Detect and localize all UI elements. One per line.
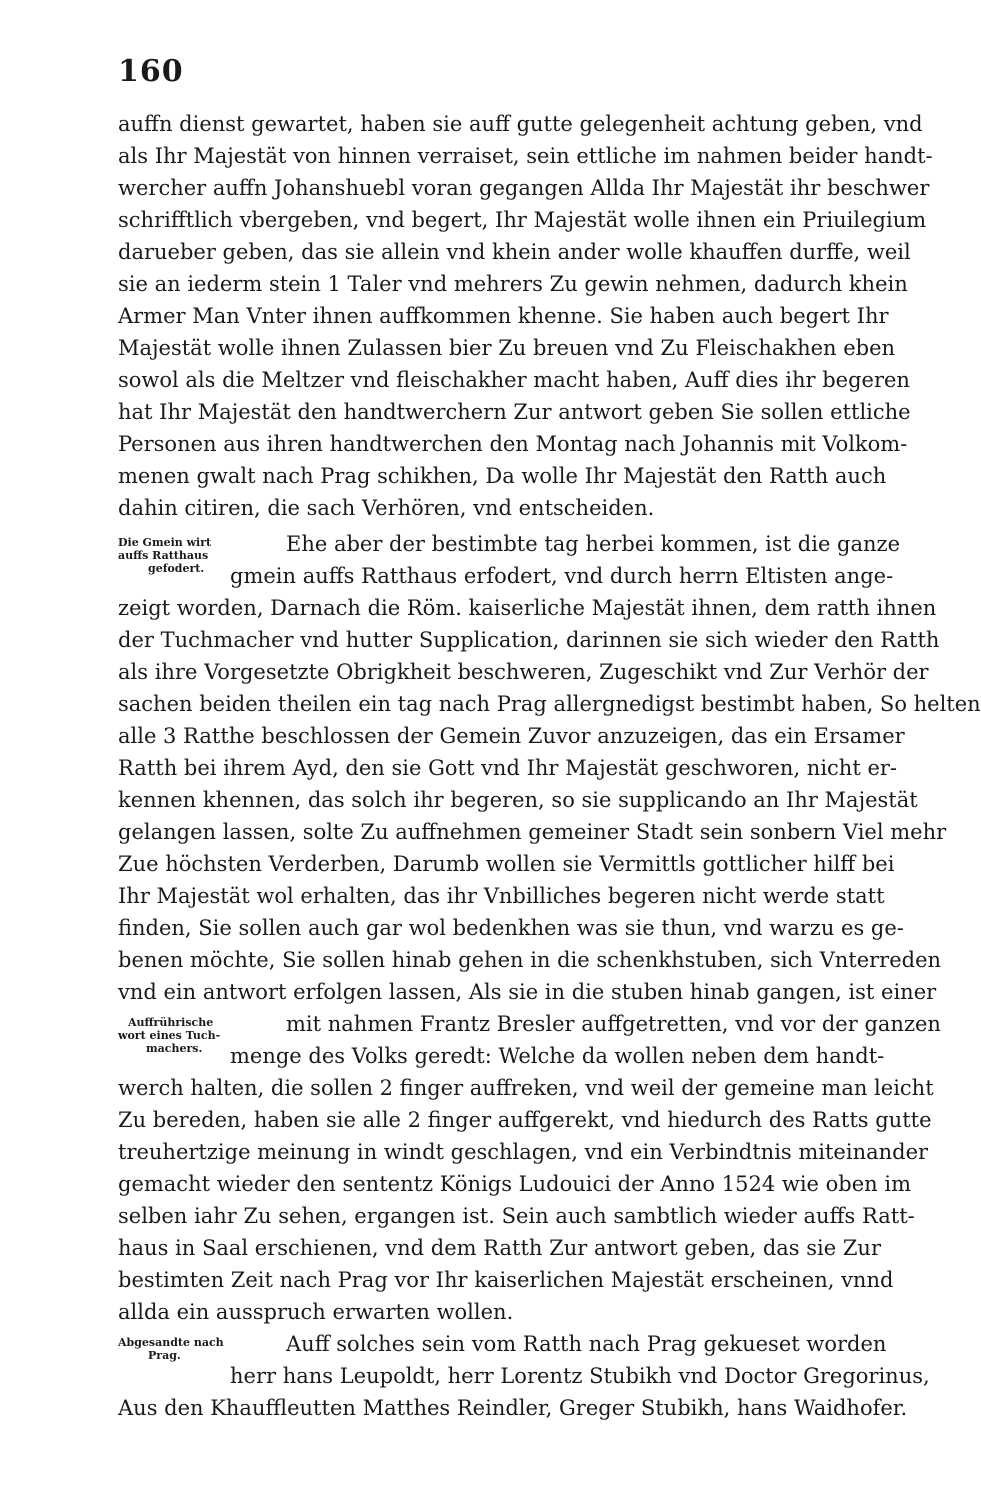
text-line: gemacht wieder den sententz Königs Ludouici der Anno 1524 wie oben im [118,1172,912,1196]
text-line: Zue höchsten Verderben, Darumb wollen sie Vermittls gottlicher hilff bei [118,852,895,876]
text-line: selben iahr Zu sehen, ergangen ist. Sein auch sambtlich wieder auffs Ratt- [118,1204,915,1228]
text-line: herr hans Leupoldt, herr Lorentz Stubikh vnd Doctor Gregorinus, [230,1364,930,1388]
paragraph-4-intro [118,1328,930,1392]
text-line: vnd ein antwort erfolgen lassen, Als sie in die stuben hinab gangen, ist einer [118,980,937,1004]
text-line: haus in Saal erschienen, vnd dem Ratth Zur antwort geben, das sie Zur [118,1236,881,1260]
text-line: bestimten Zeit nach Prag vor Ihr kaiserlichen Majestät erscheinen, vnnd [118,1268,894,1292]
text-line: allda ein ausspruch erwarten wollen. [118,1300,514,1324]
text-line: alle 3 Ratthe beschlossen der Gemein Zuvor anzuzeigen, das ein Ersamer [118,724,905,748]
text-line: als Ihr Majestät von hinnen verraiset, sein ettliche im nahmen beider handt- [118,144,933,168]
text-line: kennen khennen, das solch ihr begeren, so sie supplicando an Ihr Majestät [118,788,918,812]
text-line: Ihr Majestät wol erhalten, das ihr Vnbilliches begeren nicht werde statt [118,884,885,908]
text-line: Armer Man Vnter ihnen auffkommen khenne. Sie haben auch begert Ihr [118,304,889,328]
paragraph-3-intro [118,1008,941,1072]
text-line: finden, Sie sollen auch gar wol bedenkhen was sie thun, vnd warzu es ge- [118,916,904,940]
text-line: menen gwalt nach Prag schikhen, Da wolle Ihr Majestät den Ratth auch [118,464,887,488]
text-line: hat Ihr Majestät den handtwerchern Zur antwort geben Sie sollen ettliche [118,400,911,424]
paragraph-1 [118,108,933,524]
margin-note-line: Prag. [148,1349,181,1362]
margin-note-line: Die Gmein wirt [118,536,212,549]
text-line: zeigt worden, Darnach die Röm. kaiserliche Majestät ihnen, dem ratth ihnen [118,596,937,620]
text-line: gelangen lassen, solte Zu auffnehmen gemeiner Stadt sein sonbern Viel mehr [118,820,947,844]
text-line: Majestät wolle ihnen Zulassen bier Zu breuen vnd Zu Fleischakhen eben [118,336,896,360]
margin-note-line: Auffrührische [128,1016,214,1029]
text-line: sowol als die Meltzer vnd fleischakher macht haben, Auff dies ihr begeren [118,368,910,392]
text-line: menge des Volks geredt: Welche da wollen neben dem handt- [230,1044,885,1068]
text-line: Ratth bei ihrem Ayd, den sie Gott vnd Ihr Majestät geschworen, nicht er- [118,756,898,780]
margin-note-line: machers. [146,1042,203,1055]
margin-note-line: gefodert. [148,562,205,575]
text-line: dahin citiren, die sach Verhören, vnd entscheiden. [118,496,655,520]
text-line: der Tuchmacher vnd hutter Supplication, darinnen sie sich wieder den Ratth [118,628,940,652]
text-line: Aus den Khauffleutten Matthes Reindler, Greger Stubikh, hans Waidhofer. [118,1396,908,1420]
text-line: sachen beiden theilen ein tag nach Prag allergnedigst bestimbt haben, So helten [118,692,981,716]
text-line: darueber geben, das sie allein vnd khein ander wolle khauffen durffe, weil [118,240,911,264]
text-line: sie an iederm stein 1 Taler vnd mehrers Zu gewin nehmen, dadurch khein [118,272,908,296]
text-line: Ehe aber der bestimbte tag herbei kommen, ist die ganze [286,532,901,556]
paragraph-3 [118,1072,934,1328]
paragraph-4 [118,1392,908,1424]
text-line: als ihre Vorgesetzte Obrigkheit beschweren, Zugeschikt vnd Zur Verhör der [118,660,929,684]
text-line: mit nahmen Frantz Bresler auffgetretten, vnd vor der ganzen [286,1012,941,1036]
margin-note-line: wort eines Tuch- [118,1029,221,1042]
text-line: gmein auffs Ratthaus erfodert, vnd durch herrn Eltisten ange- [230,564,894,588]
paragraph-2 [118,592,981,1008]
text-line: Zu bereden, haben sie alle 2 finger auffgerekt, vnd hiedurch des Ratts gutte [118,1108,932,1132]
paragraph-2-intro [118,528,901,592]
text-line: treuhertzige meinung in windt geschlagen, vnd ein Verbindtnis miteinander [118,1140,929,1164]
text-line: Personen aus ihren handtwerchen den Montag nach Johannis mit Volkom- [118,432,908,456]
text-line: auffn dienst gewartet, haben sie auff gutte gelegenheit achtung geben, vnd [118,112,923,136]
text-line: wercher auffn Johanshuebl voran gegangen Allda Ihr Majestät ihr beschwer [118,176,930,200]
text-line: benen möchte, Sie sollen hinab gehen in die schenkhstuben, sich Vnterreden [118,948,942,972]
margin-note-line: auffs Ratthaus [118,549,209,562]
text-line: schrifftlich vbergeben, vnd begert, Ihr Majestät wolle ihnen ein Priuilegium [118,208,927,232]
margin-note-line: Abgesandte nach [118,1336,224,1349]
text-line: Auff solches sein vom Ratth nach Prag gekueset worden [286,1332,887,1356]
text-line: werch halten, die sollen 2 finger auffreken, vnd weil der gemeine man leicht [118,1076,934,1100]
page-number: 160 [118,54,184,89]
